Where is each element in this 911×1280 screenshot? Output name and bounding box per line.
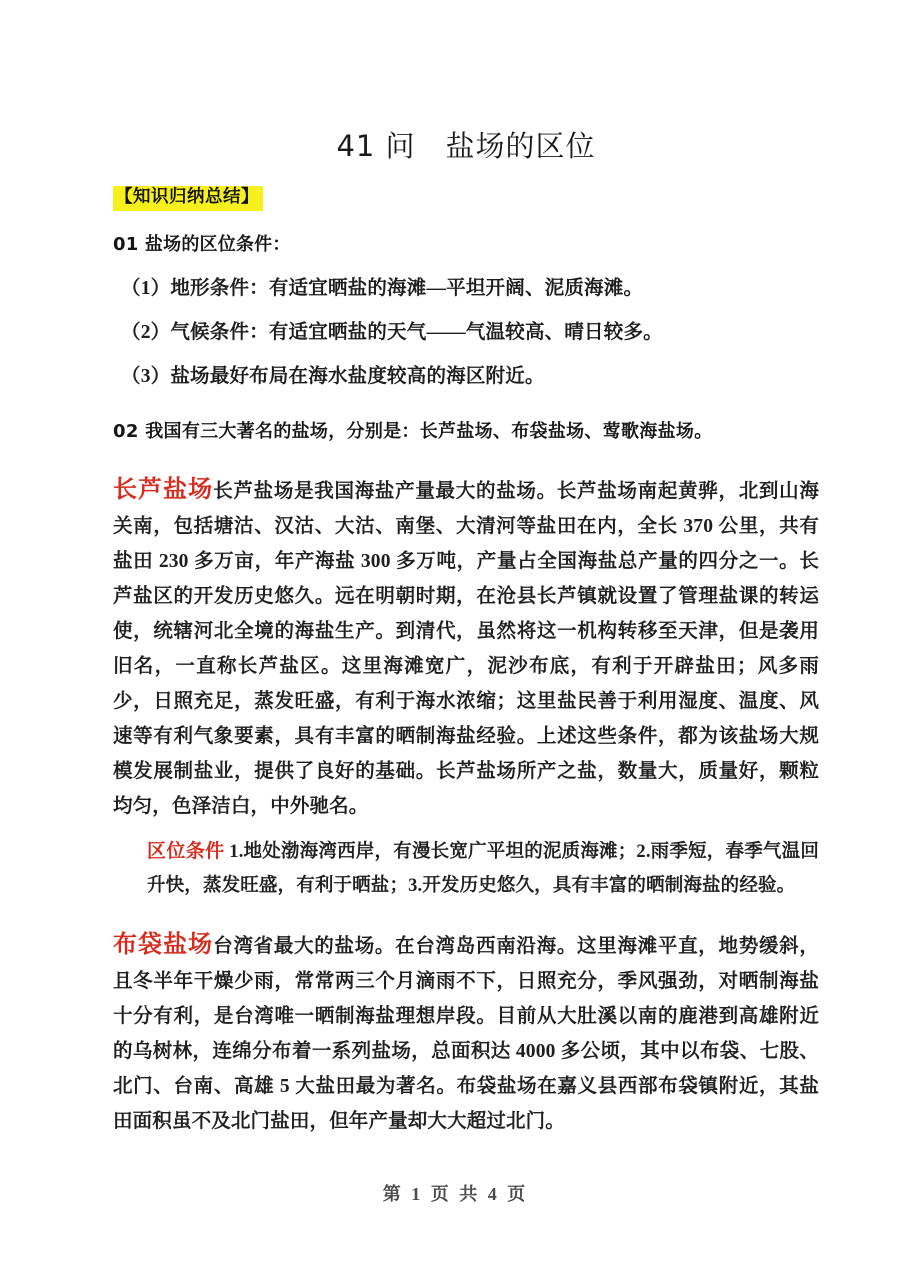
saltwork-changlu-conditions-body: 1.地处渤海湾西岸，有漫长宽广平坦的泥质海滩；2.雨季短，春季气温回升快，蒸发旺盛，有利于晒盐；3.开发历史悠久，具有丰富的晒制海盐的经验。 [147, 842, 819, 897]
saltwork-budai-body: 台湾省最大的盐场。在台湾岛西南沿海。这里海滩平直，地势缓斜，且冬半年干燥少雨，常常两三个月滴雨不下，日照充分，季风强劲，对晒制海盐十分有利，是台湾唯一晒制海盐理想岸段。目前从大肚溪以南的鹿港到高雄附近的乌树林，连绵分布着一系列盐场，总面积达 4000 多公顷，其中以布袋、七股、北门、台南、高雄 5 大盐田最为著名。布袋盐场在嘉义县西部布袋镇附近，其盐田面积虽不及北门盐田，但年产量却大大超过北门。 [113, 936, 819, 1133]
knowledge-summary-label-row [113, 186, 819, 211]
page-footer: 第 1 页 共 4 页 [382, 1184, 529, 1204]
saltwork-budai-name: 布袋盐场 [113, 930, 214, 959]
list-item: （2）气候条件：有适宜晒盐的天气——气温较高、晴日较多。 [121, 321, 663, 343]
location-conditions-list [113, 259, 819, 392]
saltwork-changlu-name: 长芦盐场 [113, 475, 214, 504]
saltwork-changlu-paragraph [113, 448, 819, 824]
saltwork-changlu-body: 长芦盐场是我国海盐产量最大的盐场。长芦盐场南起黄骅，北到山海关南，包括塘沽、汉沽、大沽、南堡、大清河等盐田在内，全长 370 公里，共有盐田 230 多万亩，年产海盐 300 多万吨，产量占全国海盐总产量的四分之一。长芦盐区的开发历史悠久。远在明朝时期，在沧县长芦镇就设置了管理盐课的转运使，统辖河北全境的海盐生产。到清代，虽然将这一机构转移至天津，但是袭用旧名，一直称长芦盐区。这里海滩宽广，泥沙布底，有利于开辟盐田；风多雨少，日照充足，蒸发旺盛，有利于海水浓缩；这里盐民善于利用湿度、温度、风速等有利气象要素，具有丰富的晒制海盐经验。上述这些条件，都为该盐场大规模发展制盐业，提供了良好的基础。长芦盐场所产之盐，数量大，质量好，颗粒均匀，色泽洁白，中外驰名。 [113, 481, 819, 818]
saltwork-budai-paragraph [113, 903, 819, 1139]
list-item: （1）地形条件：有适宜晒盐的海滩—平坦开阔、泥质海滩。 [121, 277, 644, 299]
saltwork-changlu-conditions [113, 824, 819, 903]
page-title: 41 问 盐场的区位 [336, 129, 596, 163]
list-item: （3）盐场最好布局在海水盐度较高的海区附近。 [121, 366, 545, 388]
page-content [113, 0, 819, 1139]
saltwork-changlu-conditions-label: 区位条件 [147, 840, 225, 863]
section-heading-02: 02 我国有三大著名的盐场，分别是：长芦盐场、布袋盐场、莺歌海盐场。 [113, 421, 713, 443]
section-heading-01: 01 盐场的区位条件： [113, 233, 291, 255]
knowledge-summary-label: 【知识归纳总结】 [113, 186, 263, 211]
